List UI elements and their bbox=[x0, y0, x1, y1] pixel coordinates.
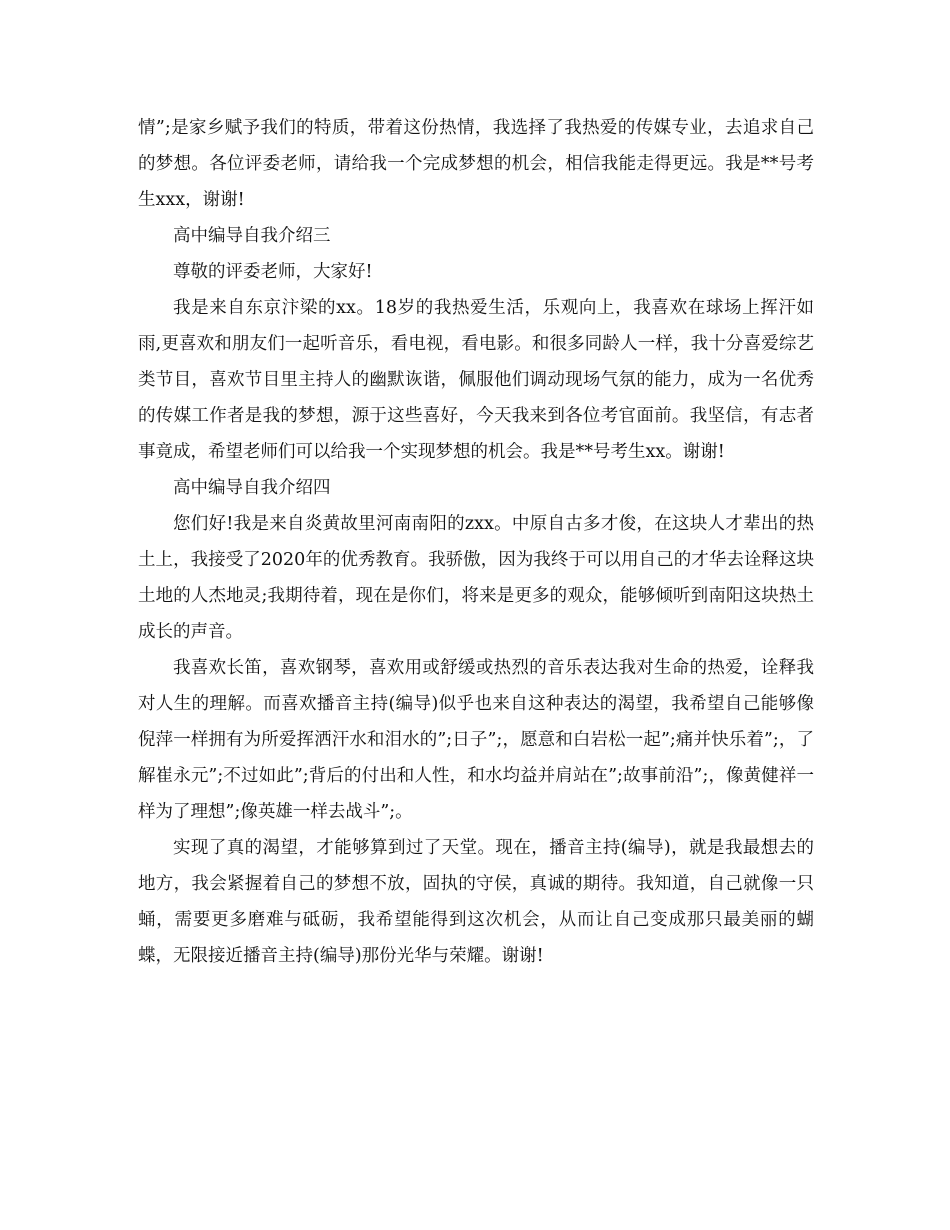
paragraph-intro-three: 我是来自东京汴梁的xx。18岁的我热爱生活，乐观向上，我喜欢在球场上挥汗如雨,更喜欢和朋友们一起听音乐，看电视，看电影。和很多同龄人一样，我十分喜爱综艺类节目，喜欢节目里主持人的幽默诙谐，佩服他们调动现场气氛的能力，成为一名优秀的传媒工作者是我的梦想，源于这些喜好，今天我来到各位考官面前。我坚信，有志者事竟成，希望老师们可以给我一个实现梦想的机会。我是**号考生xx。谢谢! bbox=[138, 298, 814, 462]
document-page bbox=[138, 110, 814, 974]
section-heading-four: 高中编导自我介绍四 bbox=[173, 478, 331, 498]
section-heading-three: 高中编导自我介绍三 bbox=[173, 226, 331, 246]
paragraph-hobbies: 我喜欢长笛，喜欢钢琴，喜欢用或舒缓或热烈的音乐表达我对生命的热爱，诠释我对人生的理解。而喜欢播音主持(编导)似乎也来自这种表达的渴望，我希望自己能够像倪萍一样拥有为所爱挥洒汗水和泪水的”;日子”;，愿意和白岩松一起”;痛并快乐着”;，了解崔永元”;不过如此”;背后的付出和人性，和水均益并肩站在”;故事前沿”;，像黄健祥一样为了理想”;像英雄一样去战斗”;。 bbox=[138, 658, 814, 822]
paragraph-greeting: 尊敬的评委老师，大家好! bbox=[173, 262, 373, 282]
paragraph-closing: 实现了真的渴望，才能够算到过了天堂。现在，播音主持(编导)，就是我最想去的地方，我会紧握着自己的梦想不放，固执的守侯，真诚的期待。我知道，自己就像一只蛹，需要更多磨难与砥砺，我希望能得到这次机会，从而让自己变成那只最美丽的蝴蝶，无限接近播音主持(编导)那份光华与荣耀。谢谢! bbox=[138, 838, 814, 966]
paragraph-intro-four: 您们好!我是来自炎黄故里河南南阳的zxx。中原自古多才俊，在这块人才辈出的热土上，我接受了2020年的优秀教育。我骄傲，因为我终于可以用自己的才华去诠释这块土地的人杰地灵;我期待着，现在是你们，将来是更多的观众，能够倾听到南阳这块热土成长的声音。 bbox=[138, 514, 814, 642]
paragraph-intro-closing: 情”;是家乡赋予我们的特质，带着这份热情，我选择了我热爱的传媒专业，去追求自己的梦想。各位评委老师，请给我一个完成梦想的机会，相信我能走得更远。我是**号考生xxx，谢谢! bbox=[138, 118, 814, 210]
